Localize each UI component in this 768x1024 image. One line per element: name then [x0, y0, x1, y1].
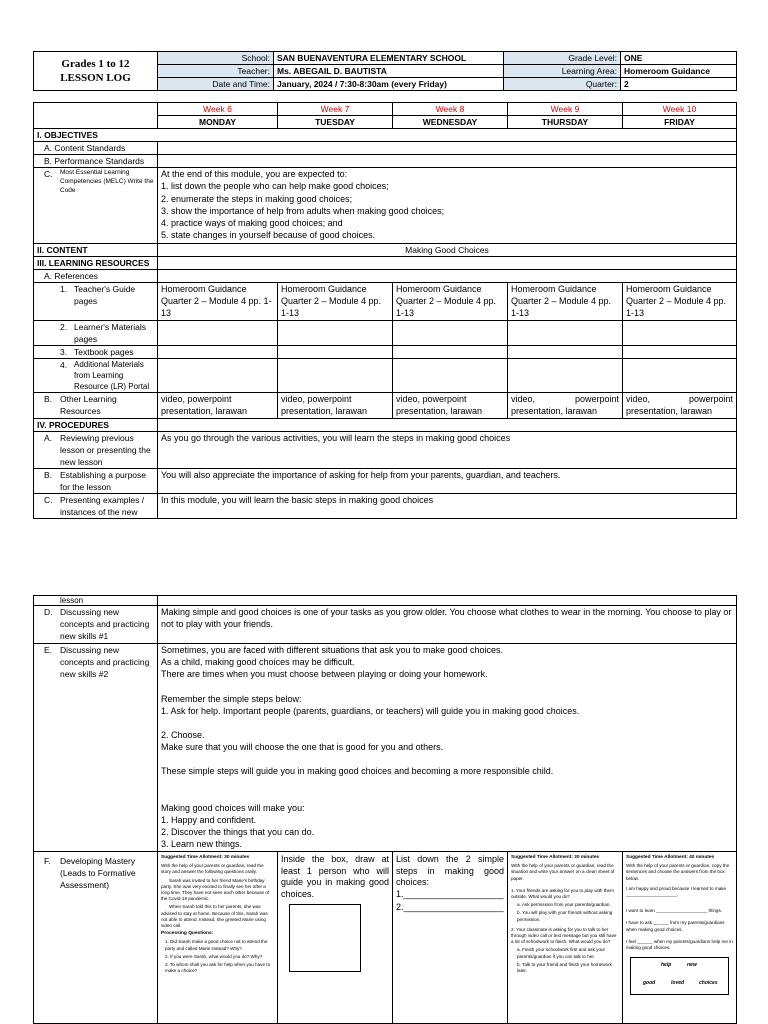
other-fri: video, powerpoint presentation, larawan	[623, 393, 737, 419]
resources-heading-fill	[158, 257, 737, 270]
day-wednesday: WEDNESDAY	[393, 116, 508, 129]
procedures-heading-fill	[158, 419, 737, 432]
tg-value-wed: Homeroom Guidance Quarter 2 – Module 4 pp. 1-13	[393, 283, 508, 321]
am-thu	[508, 359, 623, 393]
procedures-heading: IV. PROCEDURES	[34, 419, 158, 432]
proc-c-cont-fill	[158, 596, 737, 606]
day-monday: MONDAY	[158, 116, 278, 129]
day-thursday: THURSDAY	[508, 116, 623, 129]
am-mon	[158, 359, 278, 393]
day-friday: FRIDAY	[623, 116, 737, 129]
melc-letter: C.	[44, 169, 53, 179]
other-letter: B.	[44, 394, 53, 404]
am-tue	[278, 359, 393, 393]
proc-c-label-cell	[34, 494, 158, 519]
lm-mon	[158, 321, 278, 346]
tb-label: Textbook pages	[74, 347, 134, 357]
am-num: 4.	[60, 360, 68, 370]
lesson-log-title: Grades 1 to 12 LESSON LOG	[34, 52, 158, 91]
answer-line-2[interactable]: 2.____________________	[396, 902, 504, 912]
tb-tue	[278, 346, 393, 359]
proc-a-label-cell	[34, 432, 158, 469]
quarter-value: 2	[621, 78, 737, 91]
header-table	[33, 51, 737, 91]
word-box: help new good loved choices	[630, 957, 729, 995]
week-7: Week 7	[278, 103, 393, 116]
grade-value: ONE	[621, 52, 737, 65]
melc-label: Most Essential Learning Competencies (MELC) Write the Code	[60, 169, 154, 194]
melc-value: At the end of this module, you are expected to: 1. list down the people who can help make good choices; 2. enumerate the steps in making good choices; 3. show the importance of help from adults when making good choices; 4. practice ways of making good choices; and 5. state changes in yourself because of good choices.	[158, 168, 737, 244]
proc-f-monday-worksheet: Suggested Time Allotment: 30 minutes With the help of your parents or guardian, read the story and answer the following questions orally. Sarah was invited to her friend Marie's birthday party. She was very excited to finally see her after a long time. They have not seen each other because of the Covid-19 pandemic. When Sarah told this to her parents, she was advised to stay at home. Because of this, Sarah was not able to attend. Instead, she greeted Marie using video call. Processing Questions: 1. Did Sarah make a good choice not to attend the party and called Marie instead? Why? 2. If you were Sarah, what would you do? Why? 3. To whom shall you ask for help when you have to make a choice?	[158, 852, 278, 1024]
lesson-table-part2	[33, 595, 737, 1024]
content-value: Making Good Choices	[158, 244, 737, 257]
other-resources-label-cell	[34, 393, 158, 419]
proc-a-label: Reviewing previous lesson or presenting the new lesson	[60, 433, 151, 467]
proc-b-text: You will also appreciate the importance of asking for help from your parents, guardian, and teachers.	[158, 469, 737, 494]
lm-tue	[278, 321, 393, 346]
tb-num: 3.	[60, 347, 68, 357]
proc-d-label: Discussing new concepts and practicing new skills #1	[60, 607, 150, 641]
proc-a-text: As you go through the various activities, you will learn the steps in making good choices	[158, 432, 737, 469]
am-fri	[623, 359, 737, 393]
textbook-label-cell	[34, 346, 158, 359]
proc-b-label-cell	[34, 469, 158, 494]
proc-f-letter: F.	[44, 856, 51, 866]
other-tue: video, powerpoint presentation, larawan	[278, 393, 393, 419]
tg-value-fri: Homeroom Guidance Quarter 2 – Module 4 pp. 1-13	[623, 283, 737, 321]
learners-materials-label-cell	[34, 321, 158, 346]
content-standards-label: A. Content Standards	[34, 142, 158, 155]
school-value: SAN BUENAVENTURA ELEMENTARY SCHOOL	[274, 52, 504, 65]
tb-thu	[508, 346, 623, 359]
corner-cell	[34, 103, 158, 129]
tb-fri	[623, 346, 737, 359]
tb-wed	[393, 346, 508, 359]
lesson-table-part1	[33, 102, 737, 519]
week-6: Week 6	[158, 103, 278, 116]
additional-materials-label-cell	[34, 359, 158, 393]
datetime-label: Date and Time:	[158, 78, 274, 91]
proc-c-letter: C.	[44, 495, 53, 505]
tg-value-mon: Homeroom Guidance Quarter 2 – Module 4 pp. 1-13	[158, 283, 278, 321]
content-standards-value	[158, 142, 737, 155]
area-value: Homeroom Guidance	[621, 65, 737, 78]
proc-a-letter: A.	[44, 433, 53, 443]
resources-heading: III. LEARNING RESOURCES	[34, 257, 158, 270]
proc-c-text: In this module, you will learn the basic steps in making good choices	[158, 494, 737, 519]
performance-standards-label: B. Performance Standards	[34, 155, 158, 168]
proc-f-thursday-worksheet: Suggested Time Allotment: 30 minutes With the help of your parents or guardian, read the situation and write your answer on a clean sheet of paper. 1. Your friends are asking for you to play with them outside. What would you do? a. Ask permission from your parents/guardian. b. You will play with your friends without asking permission. 2. Your classmate is asking for you to talk to her through video call or text message but you still have a lot of schoolwork to finish. What would you do? a. Finish your schoolwork first and ask your parents/guardian if you can talk to her. b. Talk to your friend and finish your homework later.	[508, 852, 623, 1024]
proc-d-label-cell	[34, 606, 158, 644]
lm-num: 2.	[60, 322, 68, 332]
proc-b-letter: B.	[44, 470, 53, 480]
proc-e-label-cell	[34, 644, 158, 852]
am-label: Additional Materials from Learning Resource (LR) Portal	[74, 360, 150, 391]
content-heading: II. CONTENT	[34, 244, 158, 257]
proc-f-friday-worksheet: Suggested Time Allotment: 40 minutes With the help of your parents or guardian, copy the sentences and choose the answers from the box below. I am happy and proud because I learned to make ____________________. I want to learn ____________________ things. I have to ask ______ from my parents/guardians when making good choices. I feel ______ when my parents/guardians help me in making good choices. help new good loved choices	[623, 852, 737, 1024]
lm-thu	[508, 321, 623, 346]
tg-value-thu: Homeroom Guidance Quarter 2 – Module 4 pp. 1-13	[508, 283, 623, 321]
lm-label: Learner's Materials pages	[74, 322, 147, 344]
references-fill	[158, 270, 737, 283]
proc-d-letter: D.	[44, 607, 53, 617]
proc-f-tuesday: Inside the box, draw at least 1 person who will guide you in making good choices.	[278, 852, 393, 1024]
proc-f-label: Developing Mastery (Leads to Formative Assessment)	[60, 856, 136, 890]
week-10: Week 10	[623, 103, 737, 116]
proc-c-cont: lesson	[34, 596, 158, 606]
proc-f-label-cell	[34, 852, 158, 1024]
answer-line-1[interactable]: 1.____________________	[396, 888, 504, 899]
proc-d-text: Making simple and good choices is one of your tasks as you grow older. You choose what clothes to wear in the morning. You choose to play or not to play with your friends.	[158, 606, 737, 644]
week-8: Week 8	[393, 103, 508, 116]
proc-c-label: Presenting examples / instances of the new	[60, 495, 145, 517]
proc-e-label: Discussing new concepts and practicing new skills #2	[60, 645, 150, 679]
tg-value-tue: Homeroom Guidance Quarter 2 – Module 4 pp. 1-13	[278, 283, 393, 321]
teacher-value: Ms. ABEGAIL D. BAUTISTA	[274, 65, 504, 78]
objectives-heading: I. OBJECTIVES	[34, 129, 737, 142]
proc-e-text: Sometimes, you are faced with different situations that ask you to make good choices. As a child, making good choices may be difficult. There are times when you must choose between playing or doing your homework. Remember the simple steps below: 1. Ask for help. Important people (parents, guardians, or teachers) will guide you in making good choices. 2. Choose. Make sure that you will choose the one that is good for you and others. These simple steps will guide you in making good choices and becoming a more responsible child. Making good choices will make you: 1. Happy and confident. 2. Discover the things that you can do. 3. Learn new things.	[158, 644, 737, 852]
other-thu: video, powerpoint presentation, larawan	[508, 393, 623, 419]
other-mon: video, powerpoint presentation, larawan	[158, 393, 278, 419]
tb-mon	[158, 346, 278, 359]
performance-standards-value	[158, 155, 737, 168]
tg-num: 1.	[60, 284, 68, 294]
grade-label: Grade Level:	[504, 52, 621, 65]
teachers-guide-label-cell	[34, 283, 158, 321]
day-tuesday: TUESDAY	[278, 116, 393, 129]
area-label: Learning Area:	[504, 65, 621, 78]
tg-label: Teacher's Guide pages	[74, 284, 136, 306]
teacher-label: Teacher:	[158, 65, 274, 78]
week-9: Week 9	[508, 103, 623, 116]
melc-label-cell	[34, 168, 158, 244]
proc-f-wednesday: List down the 2 simple steps in making good choices: 1.____________________ 2.____________________	[393, 852, 508, 1024]
lm-fri	[623, 321, 737, 346]
am-wed	[393, 359, 508, 393]
datetime-value: January, 2024 / 7:30-8:30am (every Friday)	[274, 78, 504, 91]
lm-wed	[393, 321, 508, 346]
quarter-label: Quarter:	[504, 78, 621, 91]
proc-e-letter: E.	[44, 645, 53, 655]
school-label: School:	[158, 52, 274, 65]
other-wed: video, powerpoint presentation, larawan	[393, 393, 508, 419]
drawing-box[interactable]	[289, 904, 361, 972]
references-label: A. References	[34, 270, 158, 283]
other-label: Other Learning Resources	[60, 394, 117, 416]
proc-b-label: Establishing a purpose for the lesson	[60, 470, 147, 492]
